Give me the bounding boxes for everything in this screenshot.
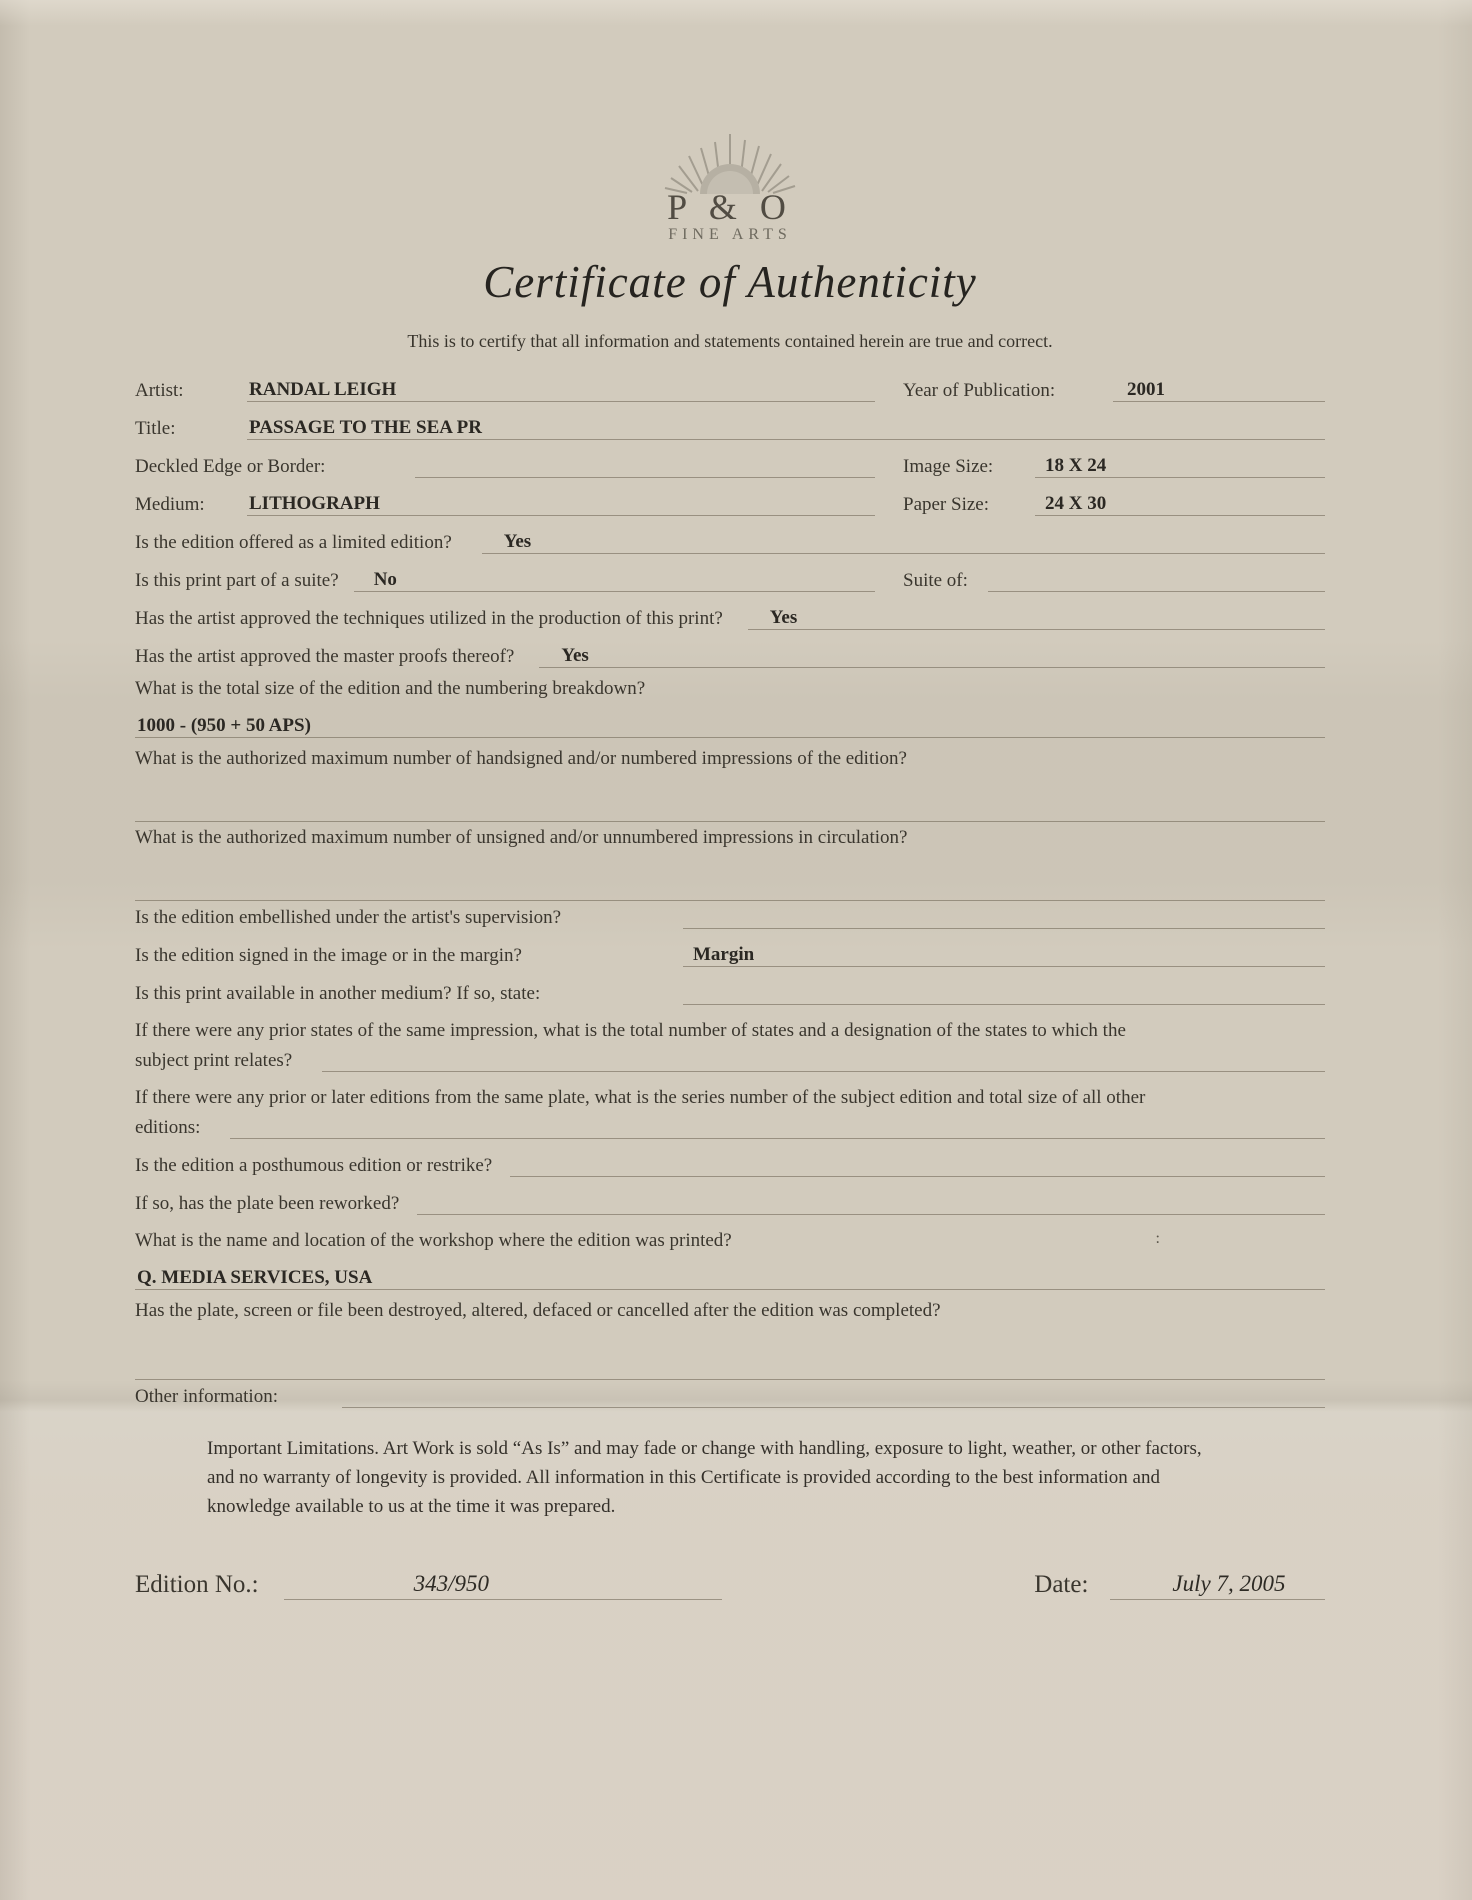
medium-value: LITHOGRAPH bbox=[249, 493, 380, 514]
prior-states-question-line2: subject print relates? bbox=[135, 1050, 293, 1071]
sun-icon bbox=[655, 128, 805, 194]
question-prior-editions bbox=[135, 1085, 1325, 1139]
suite-of-label: Suite of: bbox=[903, 570, 968, 591]
edition-no-value: 343/950 bbox=[413, 1571, 489, 1596]
other-information-label: Other information: bbox=[135, 1386, 278, 1407]
title-value: PASSAGE TO THE SEA PR bbox=[249, 417, 483, 438]
limited-edition-answer: Yes bbox=[503, 531, 532, 552]
question-total-size bbox=[135, 677, 1325, 700]
certificate-header bbox=[135, 0, 1325, 352]
question-unsigned bbox=[135, 826, 1325, 849]
stray-mark: : bbox=[1155, 1230, 1160, 1247]
master-proofs-answer: Yes bbox=[561, 645, 589, 666]
question-reworked bbox=[135, 1191, 1325, 1215]
signed-where-question: Is the edition signed in the image or in the margin? bbox=[135, 945, 522, 966]
question-limited-edition bbox=[135, 530, 1325, 554]
question-posthumous bbox=[135, 1153, 1325, 1177]
footer-row bbox=[135, 1569, 1325, 1600]
question-embellished bbox=[135, 905, 1325, 929]
year-label: Year of Publication: bbox=[903, 380, 1056, 401]
date-value: July 7, 2005 bbox=[1172, 1571, 1286, 1596]
techniques-question: Has the artist approved the techniques utilized in the production of this print? bbox=[135, 608, 723, 629]
question-handsigned bbox=[135, 747, 1325, 770]
prior-editions-question-line1: If there were any prior or later editions from the same plate, what is the series number of the subject edition and total size of all other bbox=[135, 1087, 1146, 1108]
field-other-information bbox=[135, 1384, 1325, 1408]
answer-handsigned bbox=[135, 798, 1325, 822]
question-destroyed bbox=[135, 1299, 1325, 1322]
image-size-label: Image Size: bbox=[903, 456, 994, 477]
prior-editions-question-line2: editions: bbox=[135, 1117, 201, 1138]
field-deckled-imagesize bbox=[135, 454, 1325, 478]
field-medium-papersize bbox=[135, 492, 1325, 516]
logo-name: P & O bbox=[667, 187, 793, 227]
total-size-answer: 1000 - (950 + 50 APS) bbox=[137, 715, 311, 736]
limited-edition-question: Is the edition offered as a limited edition? bbox=[135, 532, 452, 553]
paper-size-value: 24 X 30 bbox=[1045, 493, 1107, 514]
posthumous-question: Is the edition a posthumous edition or restrike? bbox=[135, 1155, 493, 1176]
certify-statement: This is to certify that all information and statements contained herein are true and correct. bbox=[407, 331, 1053, 351]
another-medium-question: Is this print available in another medium? If so, state: bbox=[135, 983, 541, 1004]
title-label: Title: bbox=[135, 418, 176, 439]
certificate-content bbox=[135, 0, 1325, 1600]
embellished-question: Is the edition embellished under the artist's supervision? bbox=[135, 907, 562, 928]
suite-question: Is this print part of a suite? bbox=[135, 570, 339, 591]
medium-label: Medium: bbox=[135, 494, 205, 515]
limitations-paragraph: Important Limitations. Art Work is sold “As Is” and may fade or change with handling, exposure to light, weather, or other factors, and no warranty of longevity is provided. All information in this Certificate is provided according to the best information and knowledge available to us at the time it was prepared. bbox=[207, 1438, 1202, 1517]
image-size-value: 18 X 24 bbox=[1045, 455, 1107, 476]
answer-total-size bbox=[135, 714, 1325, 738]
field-artist-year bbox=[135, 378, 1325, 402]
question-prior-states bbox=[135, 1018, 1325, 1072]
question-techniques bbox=[135, 606, 1325, 630]
artist-label: Artist: bbox=[135, 380, 184, 401]
reworked-question: If so, has the plate been reworked? bbox=[135, 1193, 400, 1214]
question-another-medium bbox=[135, 981, 1325, 1005]
paper-size-label: Paper Size: bbox=[903, 494, 990, 515]
year-value: 2001 bbox=[1127, 379, 1165, 400]
destroyed-question: Has the plate, screen or file been destroyed, altered, defaced or cancelled after the edition was completed? bbox=[135, 1300, 941, 1321]
question-signed-where bbox=[135, 943, 1325, 967]
handsigned-question: What is the authorized maximum number of handsigned and/or numbered impressions of the edition? bbox=[135, 748, 907, 769]
certificate-form bbox=[135, 378, 1325, 1408]
signed-where-answer: Margin bbox=[693, 944, 755, 965]
workshop-question: What is the name and location of the workshop where the edition was printed? bbox=[135, 1230, 732, 1251]
total-size-question: What is the total size of the edition and the numbering breakdown? bbox=[135, 678, 646, 699]
question-master-proofs bbox=[135, 644, 1325, 668]
answer-workshop bbox=[135, 1266, 1325, 1290]
question-suite bbox=[135, 568, 1325, 592]
page-title: Certificate of Authenticity bbox=[483, 257, 977, 307]
answer-unsigned bbox=[135, 877, 1325, 901]
techniques-answer: Yes bbox=[769, 607, 798, 628]
deckled-label: Deckled Edge or Border: bbox=[135, 456, 326, 477]
field-title bbox=[135, 416, 1325, 440]
date-label: Date: bbox=[1034, 1571, 1089, 1598]
prior-states-question-line1: If there were any prior states of the same impression, what is the total number of states and a designation of the states to which the bbox=[135, 1020, 1126, 1041]
edition-no-label: Edition No.: bbox=[135, 1571, 259, 1598]
answer-destroyed bbox=[135, 1356, 1325, 1380]
question-workshop bbox=[135, 1229, 1325, 1252]
master-proofs-question: Has the artist approved the master proofs thereof? bbox=[135, 646, 515, 667]
artist-value: RANDAL LEIGH bbox=[249, 379, 397, 400]
logo-subtitle: FINE ARTS bbox=[668, 226, 792, 243]
unsigned-question: What is the authorized maximum number of unsigned and/or unnumbered impressions in circulation? bbox=[135, 827, 908, 848]
suite-answer: No bbox=[373, 569, 397, 590]
workshop-answer: Q. MEDIA SERVICES, USA bbox=[137, 1267, 373, 1288]
